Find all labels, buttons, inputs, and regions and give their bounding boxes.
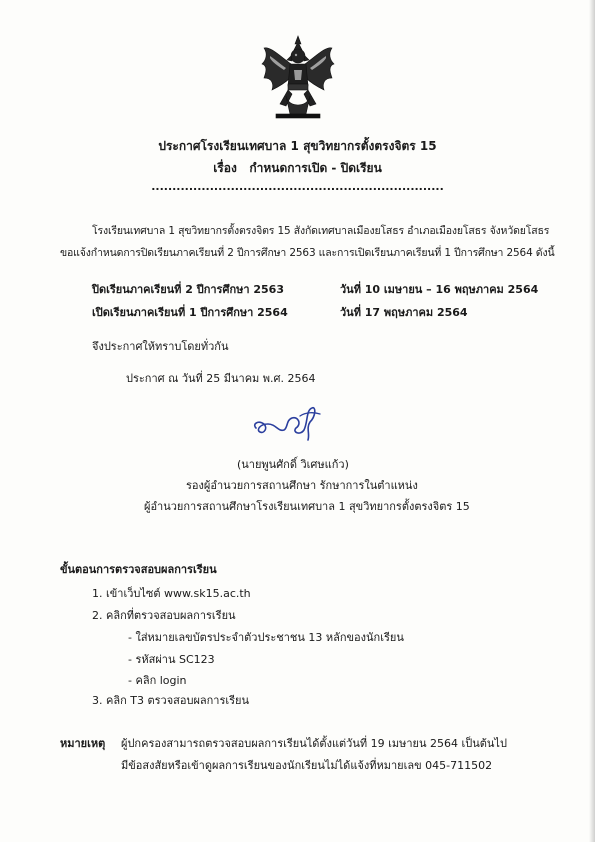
subject-text: กำหนดการเปิด - ปิดเรียน [249, 161, 382, 175]
announce-date: ประกาศ ณ วันที่ 25 มีนาคม พ.ศ. 2564 [126, 372, 316, 385]
garuda-emblem-icon [258, 34, 338, 120]
title-divider: ...................................................................... [151, 180, 444, 193]
schedule-open-label: เปิดเรียนภาคเรียนที่ 1 ปีการศึกษา 2564 [92, 306, 288, 319]
announcement-title: ประกาศโรงเรียนเทศบาล 1 สุขวิทยากรตั้งตรงจิตร 15 [158, 139, 437, 153]
intro-line-2: ขอแจ้งกำหนดการปิดเรียนภาคเรียนที่ 2 ปีการศึกษา 2563 และการเปิดเรียนภาคเรียนที่ 1 ปีการศึกษา 2564 ดังนี้ [60, 247, 555, 259]
subject-line [0, 159, 595, 178]
schedule-open-date: วันที่ 17 พฤษภาคม 2564 [340, 306, 468, 319]
steps-heading: ขั้นตอนการตรวจสอบผลการเรียน [60, 563, 217, 576]
intro-line-1: โรงเรียนเทศบาล 1 สุขวิทยากรตั้งตรงจิตร 15 สังกัดเทศบาลเมืองยโสธร อำเภอเมืองยโสธร จังหวัดยโสธร [92, 225, 550, 237]
step-2: 2. คลิกที่ตรวจสอบผลการเรียน [92, 609, 236, 622]
schedule-close-date: วันที่ 10 เมษายน – 16 พฤษภาคม 2564 [340, 283, 539, 296]
schedule-close-label: ปิดเรียนภาคเรียนที่ 2 ปีการศึกษา 2563 [92, 283, 284, 296]
signature-image [250, 402, 330, 446]
note-label: หมายเหตุ [60, 737, 106, 750]
note-line-1: ผู้ปกครองสามารถตรวจสอบผลการเรียนได้ตั้งแต่วันที่ 19 เมษายน 2564 เป็นต้นไป [121, 737, 507, 750]
step-1: 1. เข้าเว็บไซต์ www.sk15.ac.th [92, 587, 251, 600]
page-edge-shadow [589, 0, 595, 842]
step-2-sub-login: - คลิก login [128, 674, 187, 687]
note-line-2: มีข้อสงสัยหรือเข้าดูผลการเรียนของนักเรียนไม่ได้แจ้งที่หมายเลข 045-711502 [121, 759, 493, 772]
signatory-name: (นายพูนศักดิ์ วิเศษแก้ว) [237, 458, 349, 471]
subject-label: เรื่อง [213, 161, 237, 175]
signatory-position-2: ผู้อำนวยการสถานศึกษาโรงเรียนเทศบาล 1 สุขวิทยากรตั้งตรงจิตร 15 [144, 500, 470, 513]
announce-notice: จึงประกาศให้ทราบโดยทั่วกัน [92, 340, 229, 353]
step-2-sub-password: - รหัสผ่าน SC123 [128, 653, 215, 666]
signatory-position-1: รองผู้อำนวยการสถานศึกษา รักษาการในตำแหน่ง [186, 479, 418, 492]
step-3: 3. คลิก T3 ตรวจสอบผลการเรียน [92, 694, 250, 707]
step-2-sub-id: - ใส่หมายเลขบัตรประจำตัวประชาชน 13 หลักของนักเรียน [128, 631, 404, 644]
